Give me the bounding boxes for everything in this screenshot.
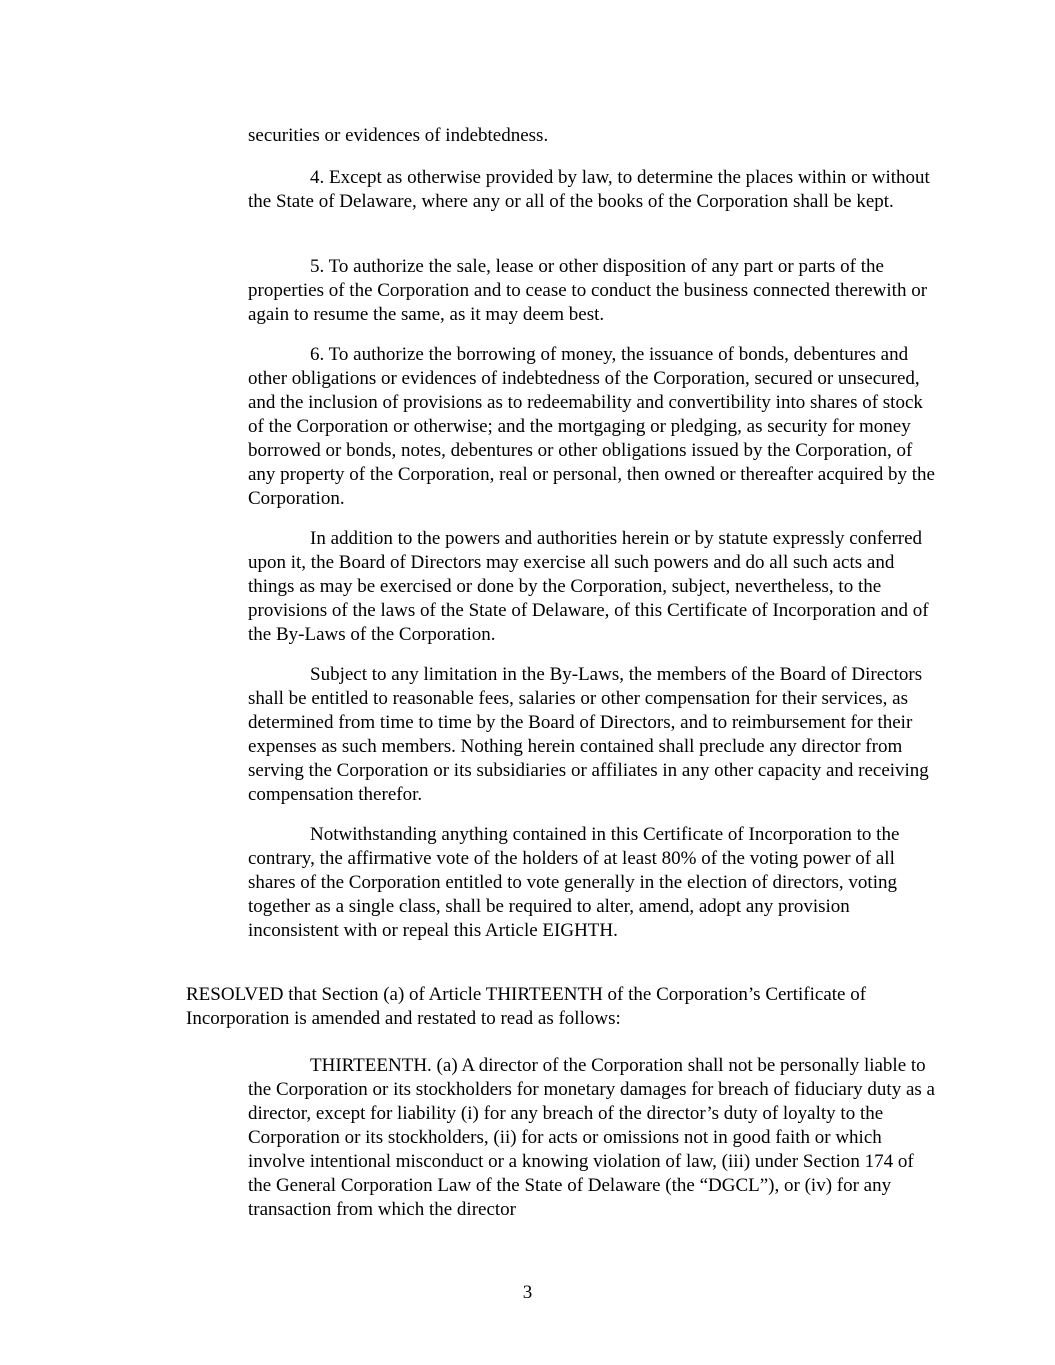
paragraph-item-4: 4. Except as otherwise provided by law, to determine the places within or without the State of Delaware, where any or all of the books of the Corporation shall be kept. — [248, 167, 930, 212]
page-number: 3 — [522, 1282, 533, 1303]
paragraph-item-6: 6. To authorize the borrowing of money, the issuance of bonds, debentures and other obligations or evidences of indebtedness of the Corporation, secured or unsecured, and the inclusion of provisions as to redeemability and convertibility into shares of stock of the Corporation or otherwise; and the mortgaging or pledging, as security for money borrowed or bonds, notes, debentures or other obligations issued by the Corporation, of any property of the Corporation, real or personal, then owned or thereafter acquired by the Corporation. — [248, 344, 935, 509]
paragraph-board-powers: In addition to the powers and authorities herein or by statute expressly conferred upon it, the Board of Directors may exercise all such powers and do all such acts and things as may be exercised or done by the Corporation, subject, nevertheless, to the provisions of the laws of the State of Delaware, of this Certificate of Incorporation and of the By-Laws of the Corporation. — [248, 528, 929, 645]
resolution-paragraph: RESOLVED that Section (a) of Article THIRTEENTH of the Corporation’s Certificate of Incorporation is amended and restated to read as follows: — [186, 984, 867, 1029]
paragraph-director-compensation: Subject to any limitation in the By-Laws, the members of the Board of Directors shall be entitled to reasonable fees, salaries or other compensation for their services, as determined from time to time by the Board of Directors, and to reimbursement for their expenses as such members. Nothing herein contained shall preclude any director from serving the Corporation or its subsidiaries or affiliates in any other capacity and receiving compensation therefor. — [248, 664, 929, 805]
paragraph-supermajority-vote: Notwithstanding anything contained in this Certificate of Incorporation to the contrary, the affirmative vote of the holders of at least 80% of the voting power of all shares of the Corporation entitled to vote generally in the election of directors, voting together as a single class, shall be required to alter, amend, adopt any provision inconsistent with or repeal this Article EIGHTH. — [248, 824, 900, 941]
paragraph-article-thirteenth: THIRTEENTH. (a) A director of the Corporation shall not be personally liable to the Corporation or its stockholders for monetary damages for breach of fiduciary duty as a director, except for liability (i) for any breach of the director’s duty of loyalty to the Corporation or its stockholders, (ii) for acts or omissions not in good faith or which involve intentional misconduct or a knowing violation of law, (iii) under Section 174 of the General Corporation Law of the State of Delaware (the “DGCL”), or (iv) for any transaction from which the director — [248, 1055, 935, 1220]
paragraph-item-5: 5. To authorize the sale, lease or other disposition of any part or parts of the properties of the Corporation and to cease to conduct the business connected therewith or again to resume the same, as it may deem best. — [248, 256, 928, 325]
continuation-line: securities or evidences of indebtedness. — [248, 125, 549, 146]
